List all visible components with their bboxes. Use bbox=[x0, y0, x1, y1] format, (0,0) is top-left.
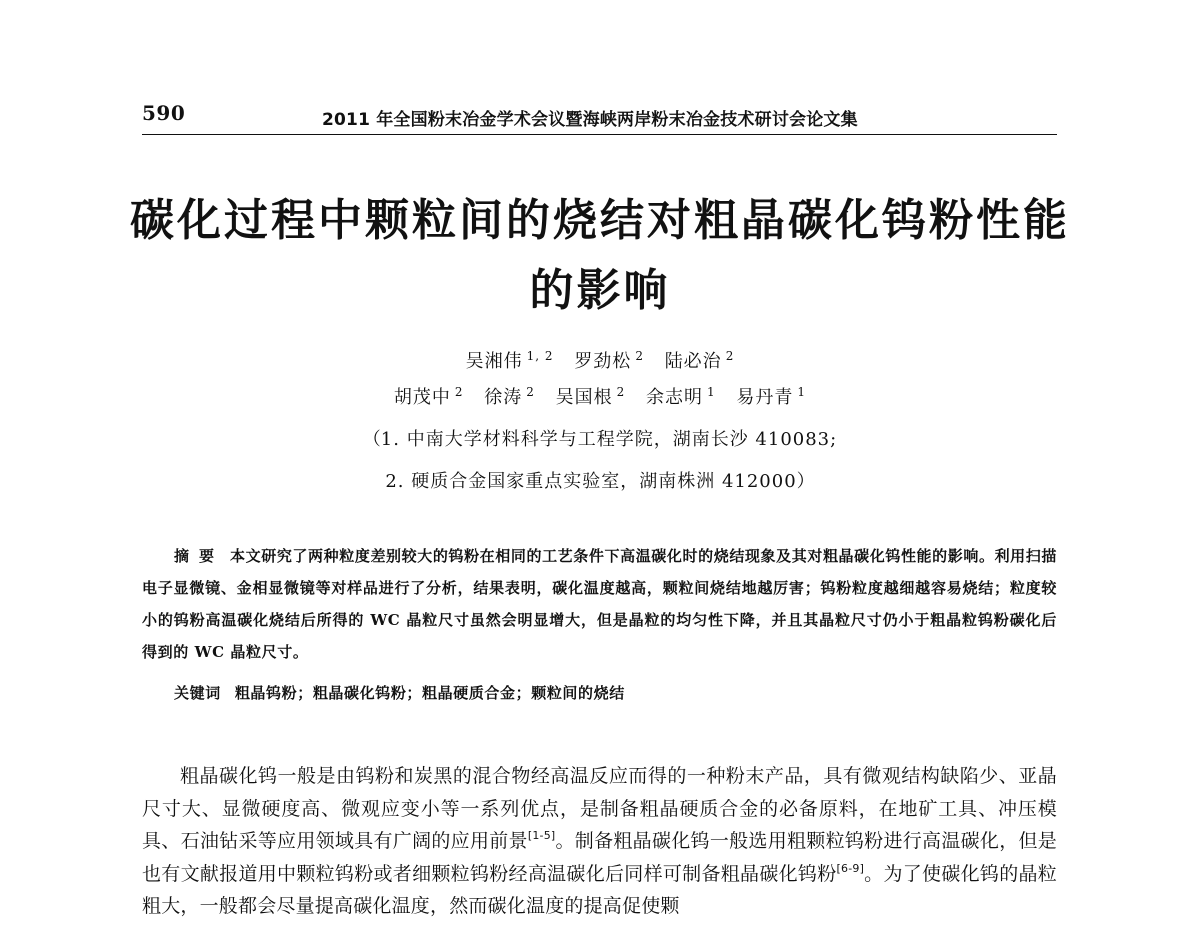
author-name: 陆必治 bbox=[664, 351, 722, 372]
affiliation-1: 1. 中南大学材料科学与工程学院，湖南长沙 410083; bbox=[380, 429, 838, 450]
keywords-label: 关键词 bbox=[174, 684, 221, 702]
paper-title-line-1: 碳化过程中颗粒间的烧结对粗晶碳化钨粉性能 bbox=[130, 195, 1070, 246]
citation-reference: [6-9] bbox=[836, 861, 865, 875]
affiliation-close-paren: ） bbox=[796, 471, 815, 492]
paper-title-line-2: 的影响 bbox=[529, 265, 671, 316]
author bbox=[665, 351, 735, 372]
body-text-part-1: 粗晶碳化钨一般是由钨粉和炭黑的混合物经高温反应而得的一种粉末产品，具有微观结构缺陷少、亚晶尺寸大、显微硬度高、微观应变小等一系列优点，是制备粗晶硬质合金的必备原料，在地矿工具、冲压模具、石油钻采等应用领域具有广阔的应用前景 bbox=[142, 765, 1057, 852]
author-line-1 bbox=[0, 347, 1200, 373]
citation-reference: [1-5] bbox=[527, 829, 556, 842]
body-paragraph bbox=[142, 760, 1057, 923]
header-rule bbox=[142, 134, 1057, 135]
author-affiliation-mark: 2 bbox=[454, 385, 464, 399]
author-name: 吴湘伟 bbox=[465, 351, 523, 372]
author-affiliation-mark: 1, 2 bbox=[526, 349, 554, 363]
author bbox=[466, 351, 568, 372]
keywords-text: 粗晶钨粉；粗晶碳化钨粉；粗晶硬质合金；颗粒间的烧结 bbox=[234, 684, 625, 702]
author-line-2 bbox=[0, 383, 1200, 409]
abstract-label: 摘要 bbox=[174, 547, 225, 565]
author-affiliation-mark: 1 bbox=[707, 385, 716, 399]
author-affiliation-mark: 2 bbox=[526, 385, 535, 399]
affiliation-open-paren: （ bbox=[362, 429, 381, 450]
header-page-number: 590 bbox=[142, 101, 186, 125]
body-text-part-2: 。制备粗晶碳化钨一般选用粗颗粒钨粉进行高温碳化，但是也有文献报道用中颗粒钨粉或者细颗粒钨粉经高温碳化后同样可制备粗晶碳化钨粉 bbox=[142, 830, 1057, 885]
abstract bbox=[142, 540, 1057, 668]
author bbox=[574, 351, 658, 372]
author bbox=[556, 387, 640, 408]
body-text-part-3: 。为了使碳化钨的晶粒粗大，一般都会尽量提高碳化温度，然而碳化温度的提高促使颗 bbox=[142, 862, 1057, 917]
author bbox=[484, 387, 549, 408]
author-affiliation-mark: 2 bbox=[635, 349, 644, 363]
author-name: 胡茂中 bbox=[393, 387, 451, 408]
author-name: 余志明 bbox=[646, 387, 704, 408]
author-name: 罗劲松 bbox=[574, 351, 632, 372]
keywords bbox=[174, 682, 625, 703]
author-name: 吴国根 bbox=[555, 387, 613, 408]
author-affiliation-mark: 1 bbox=[797, 385, 807, 399]
author bbox=[646, 387, 730, 408]
affiliation-2: 2. 硬质合金国家重点实验室，湖南株洲 412000 bbox=[385, 471, 797, 492]
author bbox=[736, 387, 806, 408]
author-name: 易丹青 bbox=[736, 387, 794, 408]
author-name: 徐涛 bbox=[484, 387, 523, 408]
affiliation-line-2 bbox=[0, 467, 1200, 493]
author-affiliation-mark: 2 bbox=[616, 385, 626, 399]
author-affiliation-mark: 2 bbox=[725, 349, 735, 363]
header-proceedings-title: 2011 年全国粉末冶金学术会议暨海峡两岸粉末冶金技术研讨会论文集 bbox=[322, 110, 858, 130]
abstract-text: 本文研究了两种粒度差别较大的钨粉在相同的工艺条件下高温碳化时的烧结现象及其对粗晶碳化钨性能的影响。利用扫描电子显微镜、金相显微镜等对样品进行了分析，结果表明，碳化温度越高，颗粒间烧结地越厉害；钨粉粒度越细越容易烧结；粒度较小的钨粉高温碳化烧结后所得的 WC 晶粒尺寸虽然会明显增大，但是晶粒的均匀性下降，并且其晶粒尺寸仍小于粗晶粒钨粉碳化后得到的 WC 晶粒尺寸。 bbox=[142, 547, 1057, 661]
affiliation-line-1 bbox=[0, 425, 1200, 451]
author bbox=[394, 387, 478, 408]
